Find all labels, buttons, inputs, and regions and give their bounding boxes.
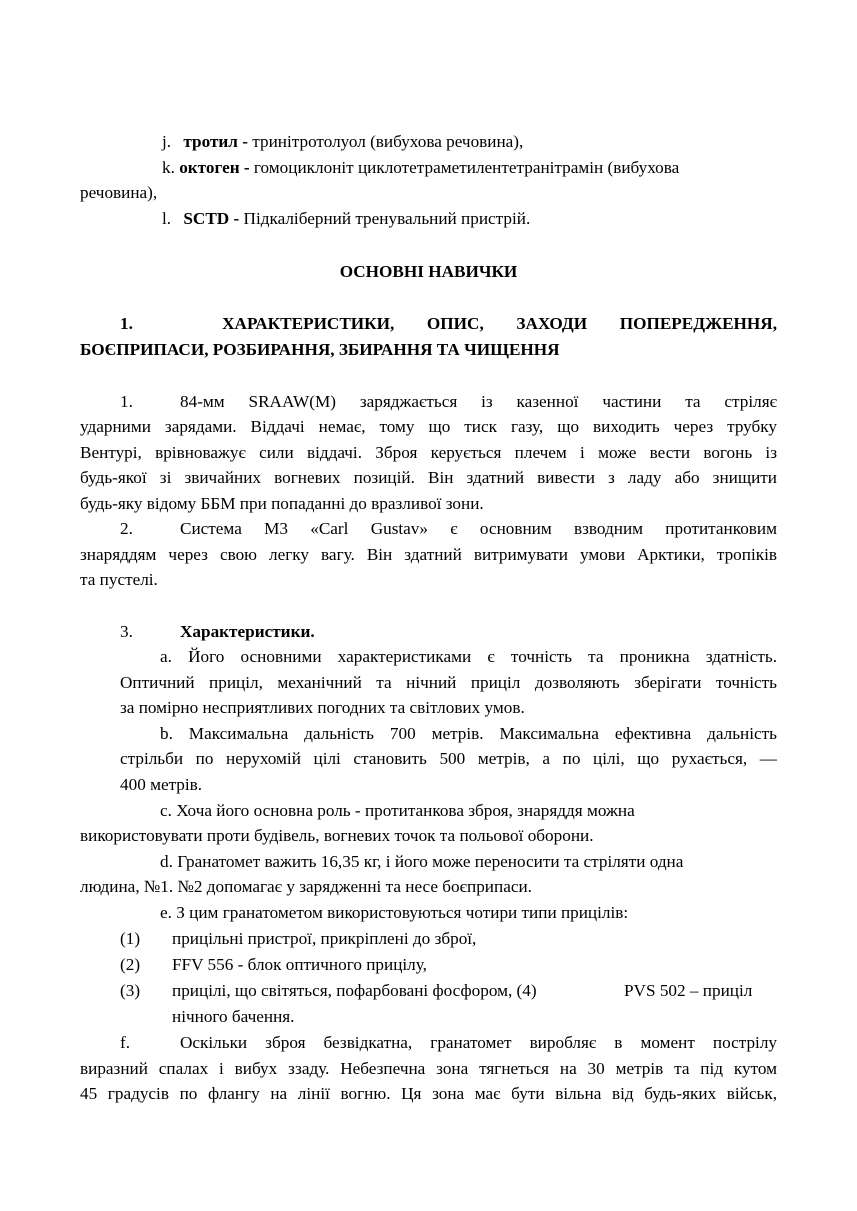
abbr-definition: гомоциклоніт циклотетраметилентетранітрамін (вибухова bbox=[253, 158, 680, 177]
item-b-line-1: b. Максимальна дальність 700 метрів. Максимальна ефективна дальність bbox=[160, 724, 777, 743]
section-heading: ОСНОВНІ НАВИЧКИ bbox=[339, 262, 518, 281]
section-number: 1. bbox=[120, 314, 133, 333]
item-a-line-2: Оптичний приціл, механічний та нічний приціл дозволяють зберігати точність bbox=[120, 673, 777, 692]
paragraph-2-line-2: знаряддям через свою легку вагу. Він здатний витримувати умови Арктики, тропіків bbox=[80, 545, 777, 564]
paragraph-1-number: 1. bbox=[120, 392, 133, 411]
sight-number-3: (3) bbox=[120, 981, 141, 1000]
section-1-title-line-2: БОЄПРИПАСИ, РОЗБИРАННЯ, ЗБИРАННЯ ТА ЧИЩЕННЯ bbox=[80, 340, 560, 359]
paragraph-1-line-5: будь-яку відому ББМ при попаданні до вразливої зони. bbox=[80, 494, 484, 513]
paragraph-3-title: Характеристики. bbox=[180, 622, 315, 641]
abbr-item-l bbox=[162, 206, 530, 232]
abbr-definition: Підкаліберний тренувальний пристрій. bbox=[243, 209, 531, 228]
abbr-marker: j. bbox=[162, 132, 172, 151]
item-b-line-2: стрільби по нерухомій цілі становить 500 метрів, а по цілі, що рухається, — bbox=[120, 749, 777, 768]
item-a-line-1: a. Його основними характеристиками є точність та проникна здатність. bbox=[160, 647, 777, 666]
sight-text-1: прицільні пристрої, прикріплені до зброї, bbox=[172, 929, 477, 948]
abbr-definition: тринітротолуол (вибухова речовина), bbox=[252, 132, 524, 151]
abbr-term: тротил - bbox=[183, 132, 248, 151]
sight-text-2: FFV 556 - блок оптичного прицілу, bbox=[172, 955, 427, 974]
item-e-line-1: e. З цим гранатометом використовуються чотири типи прицілів: bbox=[160, 903, 629, 922]
item-f-line-3: 45 градусів по флангу на лінії вогню. Ця зона має бути вільна від будь-яких військ, bbox=[80, 1084, 777, 1103]
sight-text-3: прицілі, що світяться, пофарбовані фосфором, (4) bbox=[172, 981, 537, 1000]
abbr-term: октоген - bbox=[179, 158, 250, 177]
paragraph-2-line-3: та пустелі. bbox=[80, 570, 158, 589]
sight-text-4: PVS 502 – приціл bbox=[624, 981, 753, 1000]
paragraph-1-line-1: 84-мм SRAAW(M) заряджається із казенної частини та стріляє bbox=[180, 392, 777, 411]
paragraph-2-number: 2. bbox=[120, 519, 133, 538]
abbr-marker: l. bbox=[162, 209, 172, 228]
item-f-marker: f. bbox=[120, 1033, 131, 1052]
paragraph-1-line-4: будь-якої зі звичайних вогневих позицій. Він здатний вивести з ладу або знищити bbox=[80, 468, 777, 487]
item-c-line-1: c. Хоча його основна роль - протитанкова зброя, знаряддя можна bbox=[160, 801, 635, 820]
abbr-item-k-continuation: речовина), bbox=[80, 183, 158, 202]
abbr-marker: k. bbox=[162, 158, 175, 177]
paragraph-3-number: 3. bbox=[120, 622, 133, 641]
item-d-line-2: людина, №1. №2 допомагає у зарядженні та несе боєприпаси. bbox=[80, 877, 532, 896]
paragraph-2-line-1: Система М3 «Carl Gustav» є основним взводним протитанковим bbox=[180, 519, 777, 538]
item-f-line-2: виразний спалах і вибух ззаду. Небезпечна зона тягнеться на 30 метрів та під кутом bbox=[80, 1059, 777, 1078]
sight-number-1: (1) bbox=[120, 929, 141, 948]
sight-number-2: (2) bbox=[120, 955, 141, 974]
item-c-line-2: використовувати проти будівель, вогневих точок та польової оборони. bbox=[80, 826, 594, 845]
item-b-line-3: 400 метрів. bbox=[120, 775, 203, 794]
abbr-item-j bbox=[162, 129, 523, 155]
paragraph-1-line-2: ударними зарядами. Віддачі немає, тому що тиск газу, що виходить через трубку bbox=[80, 417, 777, 436]
sight-text-4-continuation: нічного бачення. bbox=[172, 1007, 295, 1026]
item-d-line-1: d. Гранатомет важить 16,35 кг, і його може переносити та стріляти одна bbox=[160, 852, 684, 871]
item-f-line-1: Оскільки зброя безвідкатна, гранатомет виробляє в момент пострілу bbox=[180, 1033, 777, 1052]
paragraph-1-line-3: Вентурі, врівноважує сили віддачі. Зброя керується плечем і може вести вогонь із bbox=[80, 443, 777, 462]
section-title: ХАРАКТЕРИСТИКИ, ОПИС, ЗАХОДИ ПОПЕРЕДЖЕННЯ, bbox=[222, 314, 777, 333]
abbr-item-k bbox=[162, 155, 679, 181]
item-a-line-3: за помірно несприятливих погодних та світлових умов. bbox=[120, 698, 525, 717]
section-1-title-line-1 bbox=[120, 311, 777, 337]
abbr-term: SCTD - bbox=[183, 209, 240, 228]
